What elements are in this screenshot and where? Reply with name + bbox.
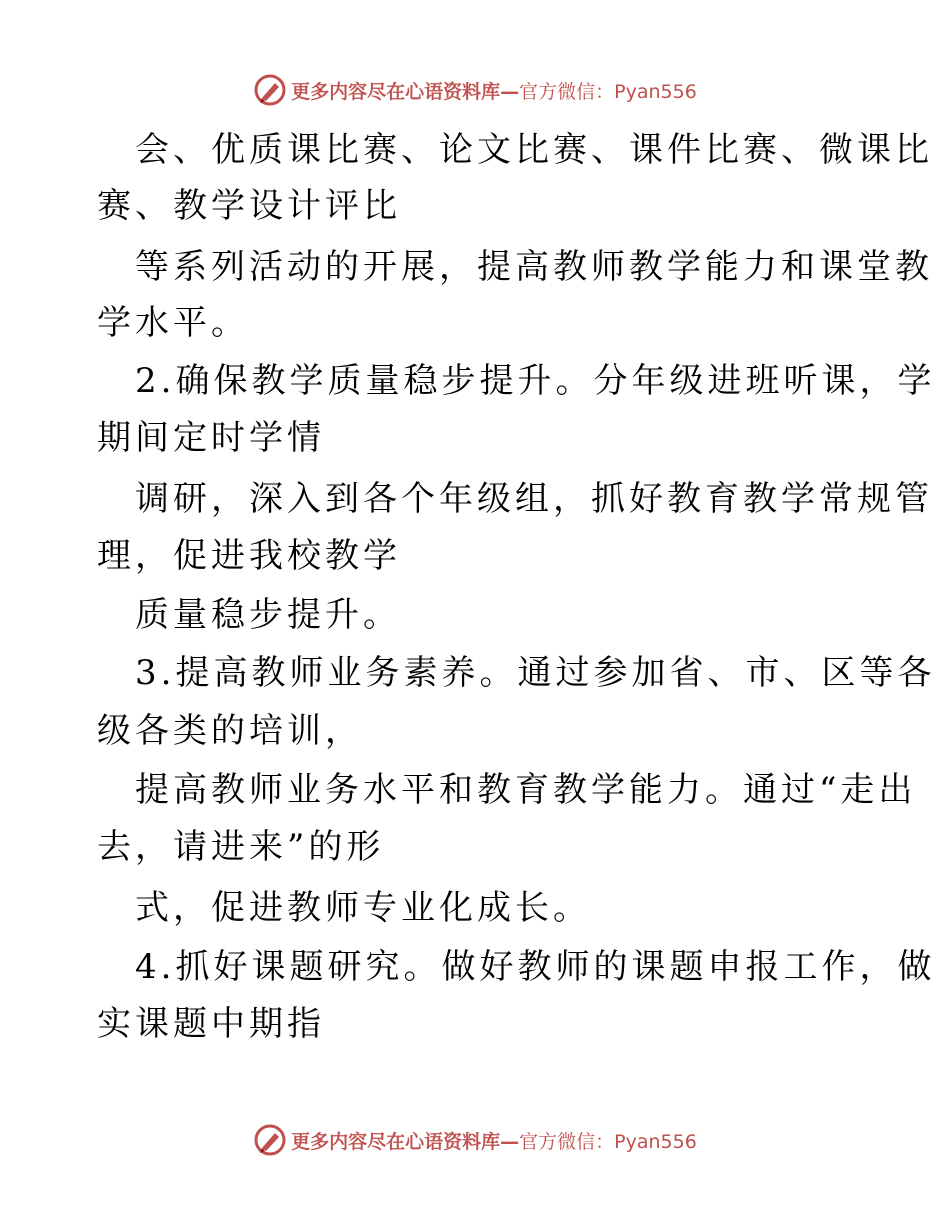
document-line: 理，促进我校教学 xyxy=(97,536,401,576)
footer-banner xyxy=(0,1120,950,1160)
document-line: 实课题中期指 xyxy=(97,1004,325,1044)
document-line: 质量稳步提升。 xyxy=(135,595,401,635)
document-line: 等系列活动的开展，提高教师教学能力和课堂教 xyxy=(135,247,933,287)
header-slogan: 更多内容尽在心语资料库— xyxy=(291,80,520,103)
pen-logo-icon xyxy=(253,73,287,107)
document-line: 3.提高教师业务素养。通过参加省、市、区等各 xyxy=(135,653,936,693)
document-line: 2.确保教学质量稳步提升。分年级进班听课，学 xyxy=(135,361,936,401)
document-line: 4.抓好课题研究。做好教师的课题申报工作，做 xyxy=(135,947,936,987)
document-line: 期间定时学情 xyxy=(97,418,325,458)
header-banner xyxy=(0,70,950,110)
header-contact: 官方微信：Pyan556 xyxy=(519,80,697,103)
document-line: 提高教师业务水平和教育教学能力。通过“走出 xyxy=(135,770,917,810)
footer-slogan: 更多内容尽在心语资料库— xyxy=(291,1130,520,1153)
document-line: 去，请进来”的形 xyxy=(97,827,385,867)
document-line: 调研，深入到各个年级组，抓好教育教学常规管 xyxy=(135,479,933,519)
document-line: 会、优质课比赛、论文比赛、课件比赛、微课比 xyxy=(135,130,933,170)
pen-logo-icon xyxy=(253,1123,287,1157)
footer-contact: 官方微信：Pyan556 xyxy=(519,1130,697,1153)
document-line: 学水平。 xyxy=(97,303,249,343)
document-line: 赛、教学设计评比 xyxy=(97,186,401,226)
document-line: 级各类的培训， xyxy=(97,711,363,751)
document-line: 式，促进教师专业化成长。 xyxy=(135,888,591,928)
